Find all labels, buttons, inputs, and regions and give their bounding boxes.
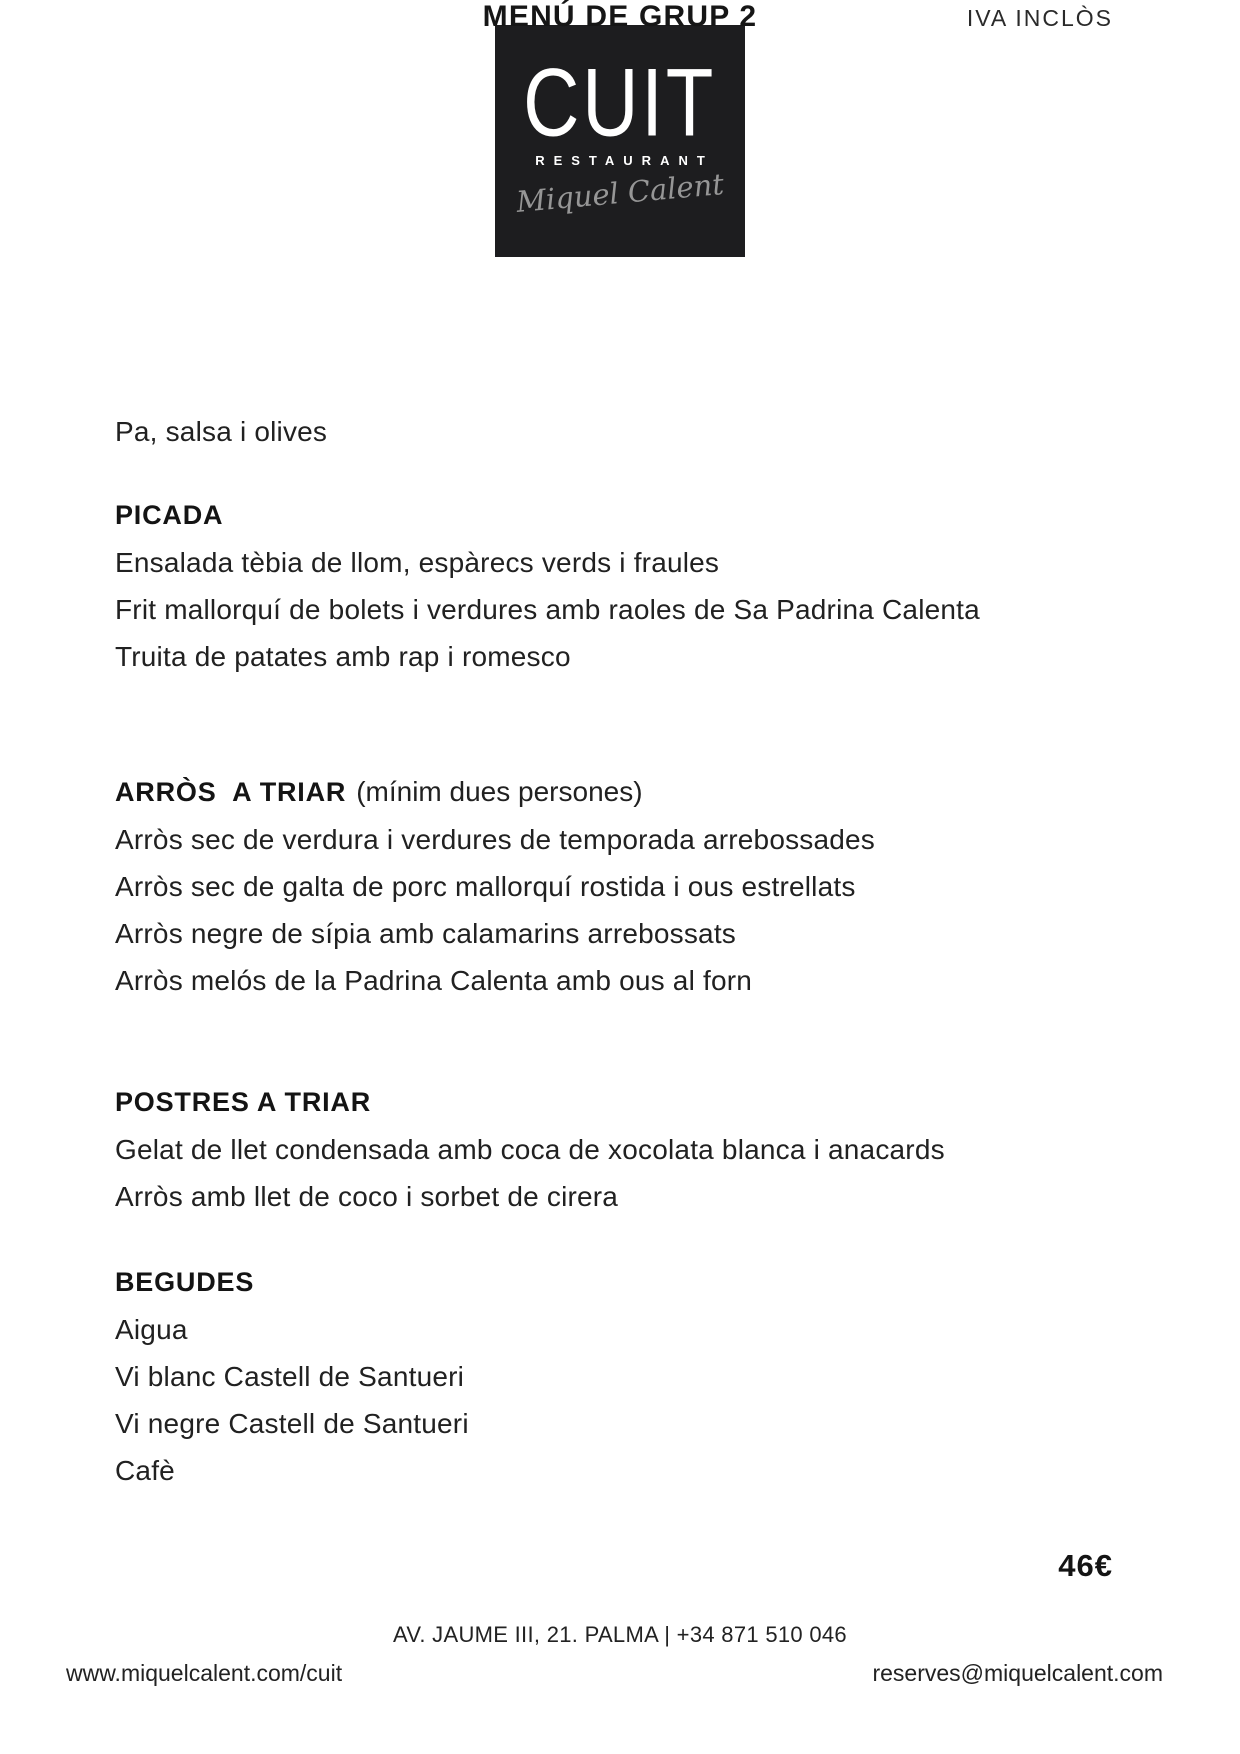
page-title: MENÚ DE GRUP 2	[482, 0, 758, 33]
section-postres-a-triar	[115, 1079, 1200, 1220]
logo-wordmark: CUIT	[523, 49, 717, 157]
footer-bottom-row	[66, 1660, 1163, 1687]
footer-address-phone: AV. JAUME III, 21. PALMA | +34 871 510 046	[393, 1622, 847, 1647]
chef-signature: Miquel Calent	[514, 166, 726, 220]
section-heading: ARRÒS A TRIAR	[115, 777, 347, 807]
menu-item: Gelat de llet condensada amb coca de xocolata blanca i anacards	[115, 1134, 945, 1165]
menu-item: Arròs sec de verdura i verdures de temporada arrebossades	[115, 824, 876, 855]
menu-item: Arròs melós de la Padrina Calenta amb ous al forn	[115, 965, 753, 996]
menu-item: Ensalada tèbia de llom, espàrecs verds i fraules	[115, 547, 720, 578]
menu-intro-item: Pa, salsa i olives	[115, 416, 328, 447]
menu-item: Arròs amb llet de coco i sorbet de cirera	[115, 1181, 619, 1212]
section-picada	[115, 492, 1200, 680]
menu-item: Arròs sec de galta de porc mallorquí rostida i ous estrellats	[115, 871, 856, 902]
menu-item: Arròs negre de sípia amb calamarins arrebossats	[115, 918, 737, 949]
menu-item: Frit mallorquí de bolets i verdures amb raoles de Sa Padrina Calenta	[115, 594, 980, 625]
section-heading-line	[115, 492, 1200, 539]
section-note: (mínim dues persones)	[356, 776, 643, 807]
logo-subtitle: RESTAURANT	[535, 153, 714, 168]
restaurant-logo	[495, 25, 745, 257]
menu-content	[115, 408, 1200, 1494]
footer-email-link[interactable]: reserves@miquelcalent.com	[872, 1660, 1163, 1686]
section-heading-line	[115, 1079, 1200, 1126]
tax-included-note: IVA INCLÒS	[966, 5, 1113, 31]
section-begudes	[115, 1259, 1200, 1494]
menu-item: Truita de patates amb rap i romesco	[115, 641, 571, 672]
header-row	[0, 0, 1240, 40]
menu-item: Vi blanc Castell de Santueri	[115, 1361, 465, 1392]
menu-item: Aigua	[115, 1314, 188, 1345]
section-heading: PICADA	[115, 500, 224, 530]
section-arros-a-triar	[115, 768, 1200, 1004]
section-heading-line	[115, 1259, 1200, 1306]
section-heading: POSTRES A TRIAR	[115, 1087, 372, 1117]
footer-website-link[interactable]: www.miquelcalent.com/cuit	[66, 1660, 343, 1686]
menu-item: Vi negre Castell de Santueri	[115, 1408, 469, 1439]
section-heading-line	[115, 768, 1200, 816]
menu-price: 46€	[1058, 1548, 1113, 1583]
section-heading: BEGUDES	[115, 1267, 255, 1297]
menu-item: Cafè	[115, 1455, 175, 1486]
